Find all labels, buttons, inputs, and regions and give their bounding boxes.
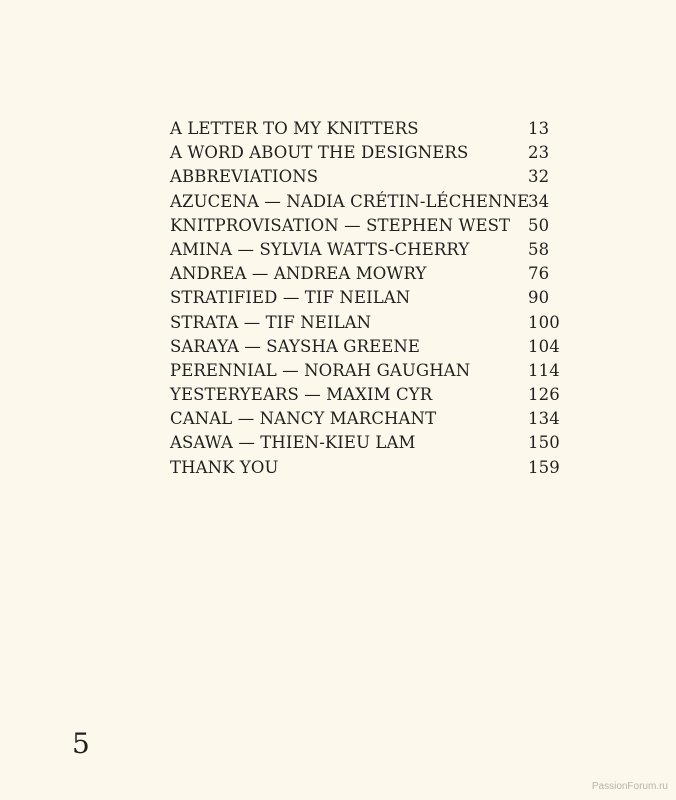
toc-entry[interactable]: [170, 117, 570, 141]
toc-entry[interactable]: [170, 262, 570, 286]
toc-entry-page: 150: [528, 433, 560, 453]
toc-entry-page: 100: [528, 312, 560, 332]
page-number: 5: [72, 727, 90, 760]
toc-entry-title: PERENNIAL — NORAH GAUGHAN: [170, 360, 471, 380]
toc-entry-title: SARAYA — SAYSHA GREENE: [170, 336, 421, 356]
toc-entry[interactable]: [170, 431, 570, 455]
toc-entry-page: 58: [528, 239, 550, 259]
table-of-contents: [170, 117, 570, 480]
toc-entry-page: 104: [528, 336, 560, 356]
toc-entry-page: 34: [528, 191, 550, 211]
toc-entry-page: 50: [528, 215, 550, 235]
toc-entry[interactable]: [170, 407, 570, 431]
toc-entry-title: THANK YOU: [170, 457, 279, 477]
toc-entry-title: A LETTER TO MY KNITTERS: [170, 119, 419, 138]
toc-entry[interactable]: [170, 456, 570, 480]
toc-entry[interactable]: [170, 238, 570, 262]
toc-entry-title: KNITPROVISATION — STEPHEN WEST: [170, 215, 511, 235]
toc-entry-title: ANDREA — ANDREA MOWRY: [170, 264, 427, 284]
toc-entry[interactable]: [170, 311, 570, 335]
toc-entry[interactable]: [170, 286, 570, 310]
toc-entry-page: 126: [528, 385, 560, 405]
toc-entry-page: 23: [528, 143, 550, 163]
toc-entry-title: ASAWA — THIEN-KIEU LAM: [170, 433, 416, 453]
toc-entry[interactable]: [170, 335, 570, 359]
toc-entry-title: STRATIFIED — TIF NEILAN: [170, 288, 411, 308]
toc-entry-page: 114: [528, 360, 560, 380]
toc-entry-page: 134: [528, 409, 560, 429]
toc-entry-title: AZUCENA — NADIA CRÉTIN-LÉCHENNE: [170, 191, 530, 211]
toc-entry[interactable]: [170, 141, 570, 165]
toc-entry-page: 76: [528, 264, 550, 284]
toc-entry[interactable]: [170, 383, 570, 407]
toc-entry-page: 13: [528, 119, 550, 138]
toc-entry-title: A WORD ABOUT THE DESIGNERS: [170, 143, 469, 163]
toc-entry-title: STRATA — TIF NEILAN: [170, 312, 372, 332]
toc-entry[interactable]: [170, 190, 570, 214]
toc-entry-page: 32: [528, 167, 550, 187]
toc-entry-title: ABBREVIATIONS: [170, 167, 319, 187]
toc-entry[interactable]: [170, 214, 570, 238]
toc-entry-page: 90: [528, 288, 550, 308]
toc-entry-title: CANAL — NANCY MARCHANT: [170, 409, 437, 429]
toc-entry[interactable]: [170, 165, 570, 189]
toc-entry[interactable]: [170, 359, 570, 383]
watermark: PassionForum.ru: [591, 781, 668, 792]
toc-entry-page: 159: [528, 457, 560, 477]
toc-entry-title: YESTERYEARS — MAXIM CYR: [170, 385, 433, 405]
toc-entry-title: AMINA — SYLVIA WATTS-CHERRY: [170, 239, 470, 259]
